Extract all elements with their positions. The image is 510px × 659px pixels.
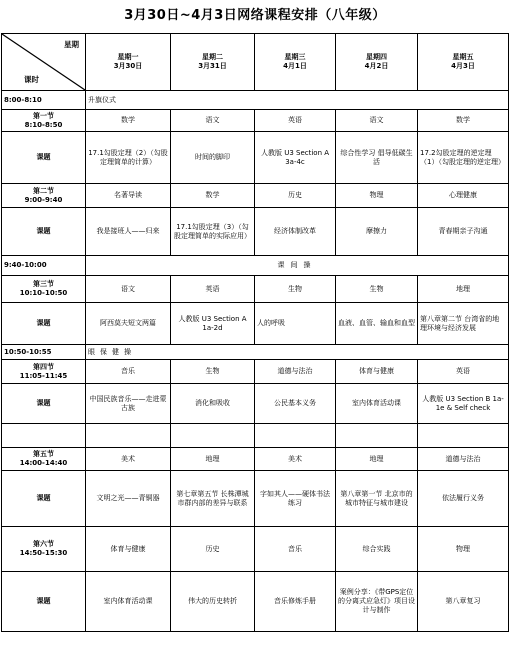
corner-label-period: 课时 [24,75,39,84]
topic-cell: 经济体制改革 [255,208,336,256]
topic-cell: 字如其人——硬体书法练习 [255,471,336,527]
subject-cell: 体育与健康 [86,527,171,572]
topic-cell: 文明之光——青铜器 [86,471,171,527]
subject-cell: 名著导读 [86,184,171,208]
topic-label: 课题 [2,132,86,184]
topic-cell: 摩擦力 [336,208,418,256]
topic-cell: 青春期亲子沟通 [418,208,509,256]
subject-cell: 地理 [171,448,255,471]
topic-cell: 17.1勾股定理（2）（勾股定理简单的计算） [86,132,171,184]
subject-cell: 音乐 [255,527,336,572]
period-label: 第二节 9:00-9:40 [2,184,86,208]
topic-label: 课题 [2,471,86,527]
period-row [2,276,509,303]
topic-cell: 依法履行义务 [418,471,509,527]
topic-cell: 人教版 U3 Section A 1a-2d [171,303,255,345]
subject-cell: 音乐 [86,360,171,384]
topic-cell: 血液、血管、输血和血型 [336,303,418,345]
topic-cell: 第八章第二节 台湾省的地理环境与经济发展 [418,303,509,345]
subject-cell: 物理 [418,527,509,572]
topic-cell: 公民基本义务 [255,384,336,424]
time-cell: 9:40-10:00 [2,256,86,276]
topic-label: 课题 [2,384,86,424]
subject-cell: 数学 [86,110,171,132]
period-row [2,360,509,384]
exercise-cell: 课间操 [86,256,509,276]
topic-cell: 案例分享：《带GPS定位的分离式应急灯》项目设计与制作 [336,572,418,632]
topic-cell: 第八章复习 [418,572,509,632]
subject-cell: 生物 [336,276,418,303]
period-label: 第六节 14:50-15:30 [2,527,86,572]
period-row [2,527,509,572]
corner-cell [2,34,86,91]
subject-cell: 语文 [171,110,255,132]
empty-cell [418,424,509,448]
subject-cell: 生物 [171,360,255,384]
subject-cell: 数学 [171,184,255,208]
subject-cell: 语文 [86,276,171,303]
subject-cell: 体育与健康 [336,360,418,384]
topic-cell: 伟大的历史转折 [171,572,255,632]
subject-cell: 道德与法治 [418,448,509,471]
schedule-table [1,33,509,632]
subject-cell: 物理 [336,184,418,208]
subject-cell: 生物 [255,276,336,303]
topic-row [2,384,509,424]
time-cell: 10:50-10:55 [2,345,86,360]
topic-cell: 17.2勾股定理的逆定理（1）（勾股定理的逆定理） [418,132,509,184]
topic-row [2,303,509,345]
break-row [2,256,509,276]
subject-cell: 地理 [336,448,418,471]
subject-cell: 美术 [255,448,336,471]
subject-cell: 历史 [171,527,255,572]
topic-label: 课题 [2,208,86,256]
topic-cell: 我是接班人——归来 [86,208,171,256]
subject-cell: 语文 [336,110,418,132]
topic-cell: 人教版 U3 Section A 3a-4c [255,132,336,184]
period-row [2,184,509,208]
subject-cell: 英语 [255,110,336,132]
empty-cell [255,424,336,448]
topic-cell: 人的呼吸 [255,303,336,345]
subject-cell: 道德与法治 [255,360,336,384]
page-title: 3月30日~4月3日网络课程安排（八年级） [124,8,386,23]
topic-row [2,208,509,256]
eye-exercise-cell: 眼保健操 [86,345,509,360]
subject-cell: 地理 [418,276,509,303]
period-label: 第三节 10:10-10:50 [2,276,86,303]
period-row [2,448,509,471]
empty-cell [336,424,418,448]
empty-cell [171,424,255,448]
flag-ceremony-cell: 升旗仪式 [86,91,509,110]
period-label: 第四节 11:05-11:45 [2,360,86,384]
topic-cell: 中国民族音乐——走进蒙古族 [86,384,171,424]
subject-cell: 综合实践 [336,527,418,572]
subject-cell: 数学 [418,110,509,132]
lunch-spacer-row [2,424,509,448]
topic-label: 课题 [2,572,86,632]
day-header: 星期三 4月1日 [255,34,336,91]
subject-cell: 美术 [86,448,171,471]
topic-cell: 综合性学习 倡导低碳生活 [336,132,418,184]
corner-label-weekday: 星期 [64,40,79,49]
empty-cell [86,424,171,448]
topic-cell: 阿西莫夫短文两篇 [86,303,171,345]
day-header: 星期二 3月31日 [171,34,255,91]
topic-cell: 时间的脚印 [171,132,255,184]
topic-cell: 音乐修炼手册 [255,572,336,632]
header-row [2,34,509,91]
flag-row [2,91,509,110]
subject-cell: 英语 [171,276,255,303]
subject-cell: 历史 [255,184,336,208]
subject-cell: 英语 [418,360,509,384]
topic-cell: 室内体育活动课 [86,572,171,632]
period-label: 第五节 14:00-14:40 [2,448,86,471]
topic-cell: 第八章第一节 北京市的城市特征与城市建设 [336,471,418,527]
period-label: 第一节 8:10-8:50 [2,110,86,132]
empty-cell [2,424,86,448]
day-header: 星期一 3月30日 [86,34,171,91]
day-header: 星期五 4月3日 [418,34,509,91]
topic-row [2,572,509,632]
period-row [2,110,509,132]
topic-cell: 室内体育活动课 [336,384,418,424]
topic-row [2,132,509,184]
topic-row [2,471,509,527]
break-row [2,345,509,360]
day-header: 星期四 4月2日 [336,34,418,91]
topic-cell: 人教版 U3 Section B 1a-1e & Self check [418,384,509,424]
topic-cell: 消化和吸收 [171,384,255,424]
subject-cell: 心理健康 [418,184,509,208]
topic-cell: 17.1勾股定理（3）（勾股定理简单的实际应用） [171,208,255,256]
topic-label: 课题 [2,303,86,345]
time-cell: 8:00-8:10 [2,91,86,110]
topic-cell: 第七章第五节 长株潭城市群内部的差异与联系 [171,471,255,527]
